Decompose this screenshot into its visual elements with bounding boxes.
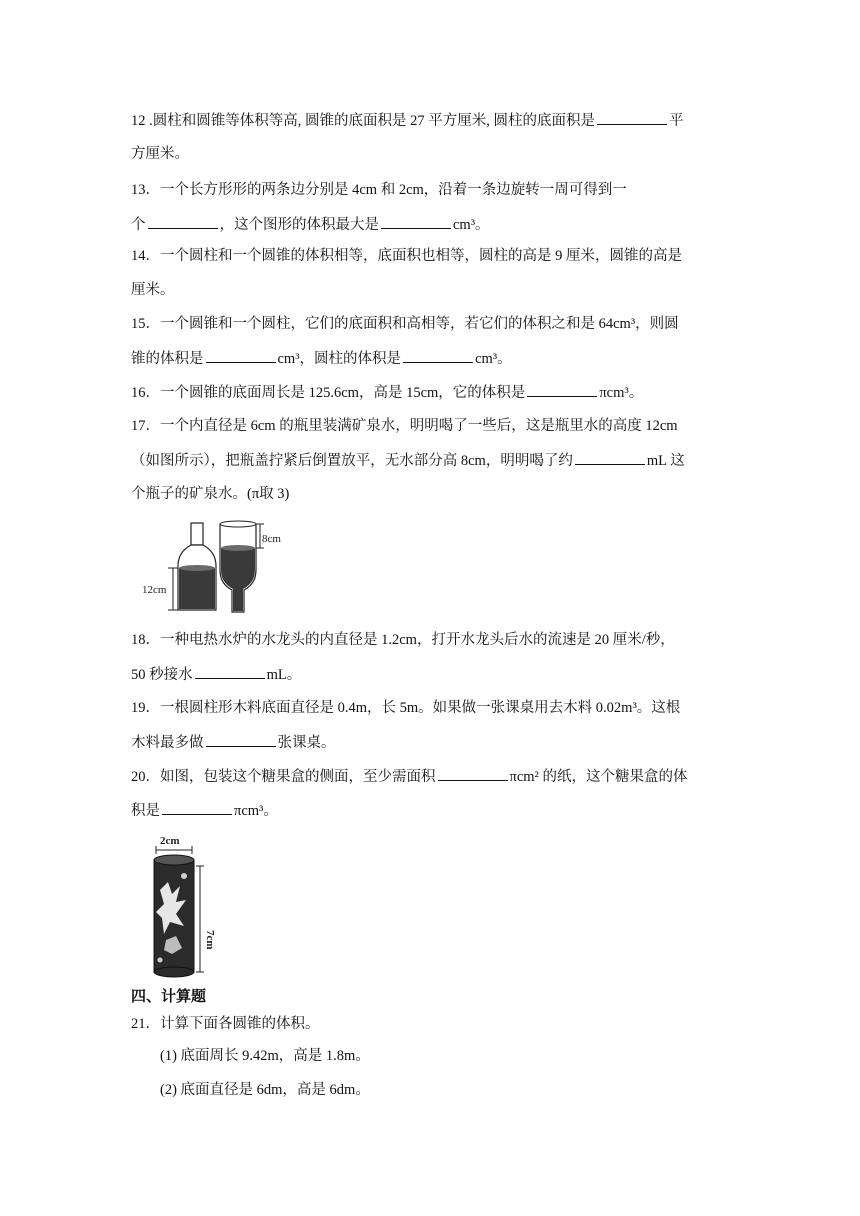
answer-blank[interactable] bbox=[597, 110, 667, 125]
q20-line2: 积是 πcm³。 bbox=[131, 800, 278, 821]
q14-line2: 厘米。 bbox=[131, 282, 175, 298]
answer-blank[interactable] bbox=[381, 214, 451, 229]
q21-sub2: (2) 底面直径是 6dm，高是 6dm。 bbox=[160, 1082, 370, 1098]
answer-blank[interactable] bbox=[148, 214, 218, 229]
fig-label-12cm: 12cm bbox=[142, 584, 167, 596]
q15-line2: 锥的体积是 cm³，圆柱的体积是 cm³。 bbox=[131, 348, 512, 369]
fig-label-8cm: 8cm bbox=[262, 533, 281, 545]
q14-line1: 14．一个圆柱和一个圆锥的体积相等，底面积也相等，圆柱的高是 9 厘米，圆锥的高是 bbox=[131, 248, 682, 264]
q13-line2: 个 ，这个图形的体积最大是 cm³。 bbox=[131, 214, 490, 235]
answer-blank[interactable] bbox=[206, 348, 276, 363]
q13-line1: 13．一个长方形形的两条边分别是 4cm 和 2cm，沿着一条边旋转一周可得到一 bbox=[131, 182, 627, 198]
answer-blank[interactable] bbox=[403, 348, 473, 363]
answer-blank[interactable] bbox=[527, 382, 597, 397]
q15-line1: 15．一个圆锥和一个圆柱，它们的底面积和高相等，若它们的体积之和是 64cm³，则圆 bbox=[131, 316, 679, 332]
answer-blank[interactable] bbox=[438, 766, 508, 781]
q19-line1: 19．一根圆柱形木料底面直径是 0.4m，长 5m。如果做一张课桌用去木料 0.02m³。这根 bbox=[131, 700, 681, 716]
q21-line1: 21．计算下面各圆锥的体积。 bbox=[131, 1016, 320, 1032]
q18-line1: 18．一种电热水炉的水龙头的内直径是 1.2cm，打开水龙头后水的流速是 20 厘米/秒， bbox=[131, 632, 675, 648]
q20-line1: 20．如图，包装这个糖果盒的侧面，至少需面积 πcm² 的纸，这个糖果盒的体 bbox=[131, 766, 688, 787]
answer-blank[interactable] bbox=[575, 450, 645, 465]
q19-line2: 木料最多做 张课桌。 bbox=[131, 732, 336, 753]
q17-line2: （如图所示），把瓶盖拧紧后倒置放平，无水部分高 8cm，明明喝了约 mL 这 bbox=[131, 450, 685, 471]
fig-label-7cm: 7cm bbox=[204, 930, 216, 950]
answer-blank[interactable] bbox=[162, 800, 232, 815]
q21-sub1: (1) 底面周长 9.42m，高是 1.8m。 bbox=[160, 1048, 370, 1064]
q16-line1: 16．一个圆锥的底面周长是 125.6cm，高是 15cm，它的体积是 πcm³。 bbox=[131, 382, 643, 403]
answer-blank[interactable] bbox=[206, 732, 276, 747]
candy-box-figure bbox=[146, 830, 214, 980]
q12-line1: 12 .圆柱和圆锥等体积等高, 圆锥的底面积是 27 平方厘米, 圆柱的底面积是 平 bbox=[131, 110, 684, 131]
q12-line2: 方厘米。 bbox=[131, 146, 189, 162]
q17-line3: 个瓶子的矿泉水。(π取 3) bbox=[131, 486, 290, 502]
section-heading: 四、计算题 bbox=[131, 987, 207, 1005]
fig-label-2cm: 2cm bbox=[160, 835, 180, 847]
inverted-bottle bbox=[220, 521, 256, 612]
bottle-figure bbox=[138, 518, 298, 616]
answer-blank[interactable] bbox=[195, 664, 265, 679]
cylinder-box bbox=[154, 855, 194, 977]
q18-line2: 50 秒接水 mL。 bbox=[131, 664, 301, 685]
q17-line1: 17．一个内直径是 6cm 的瓶里装满矿泉水，明明喝了一些后，这是瓶里水的高度 12cm bbox=[131, 418, 678, 434]
upright-bottle bbox=[178, 523, 216, 610]
